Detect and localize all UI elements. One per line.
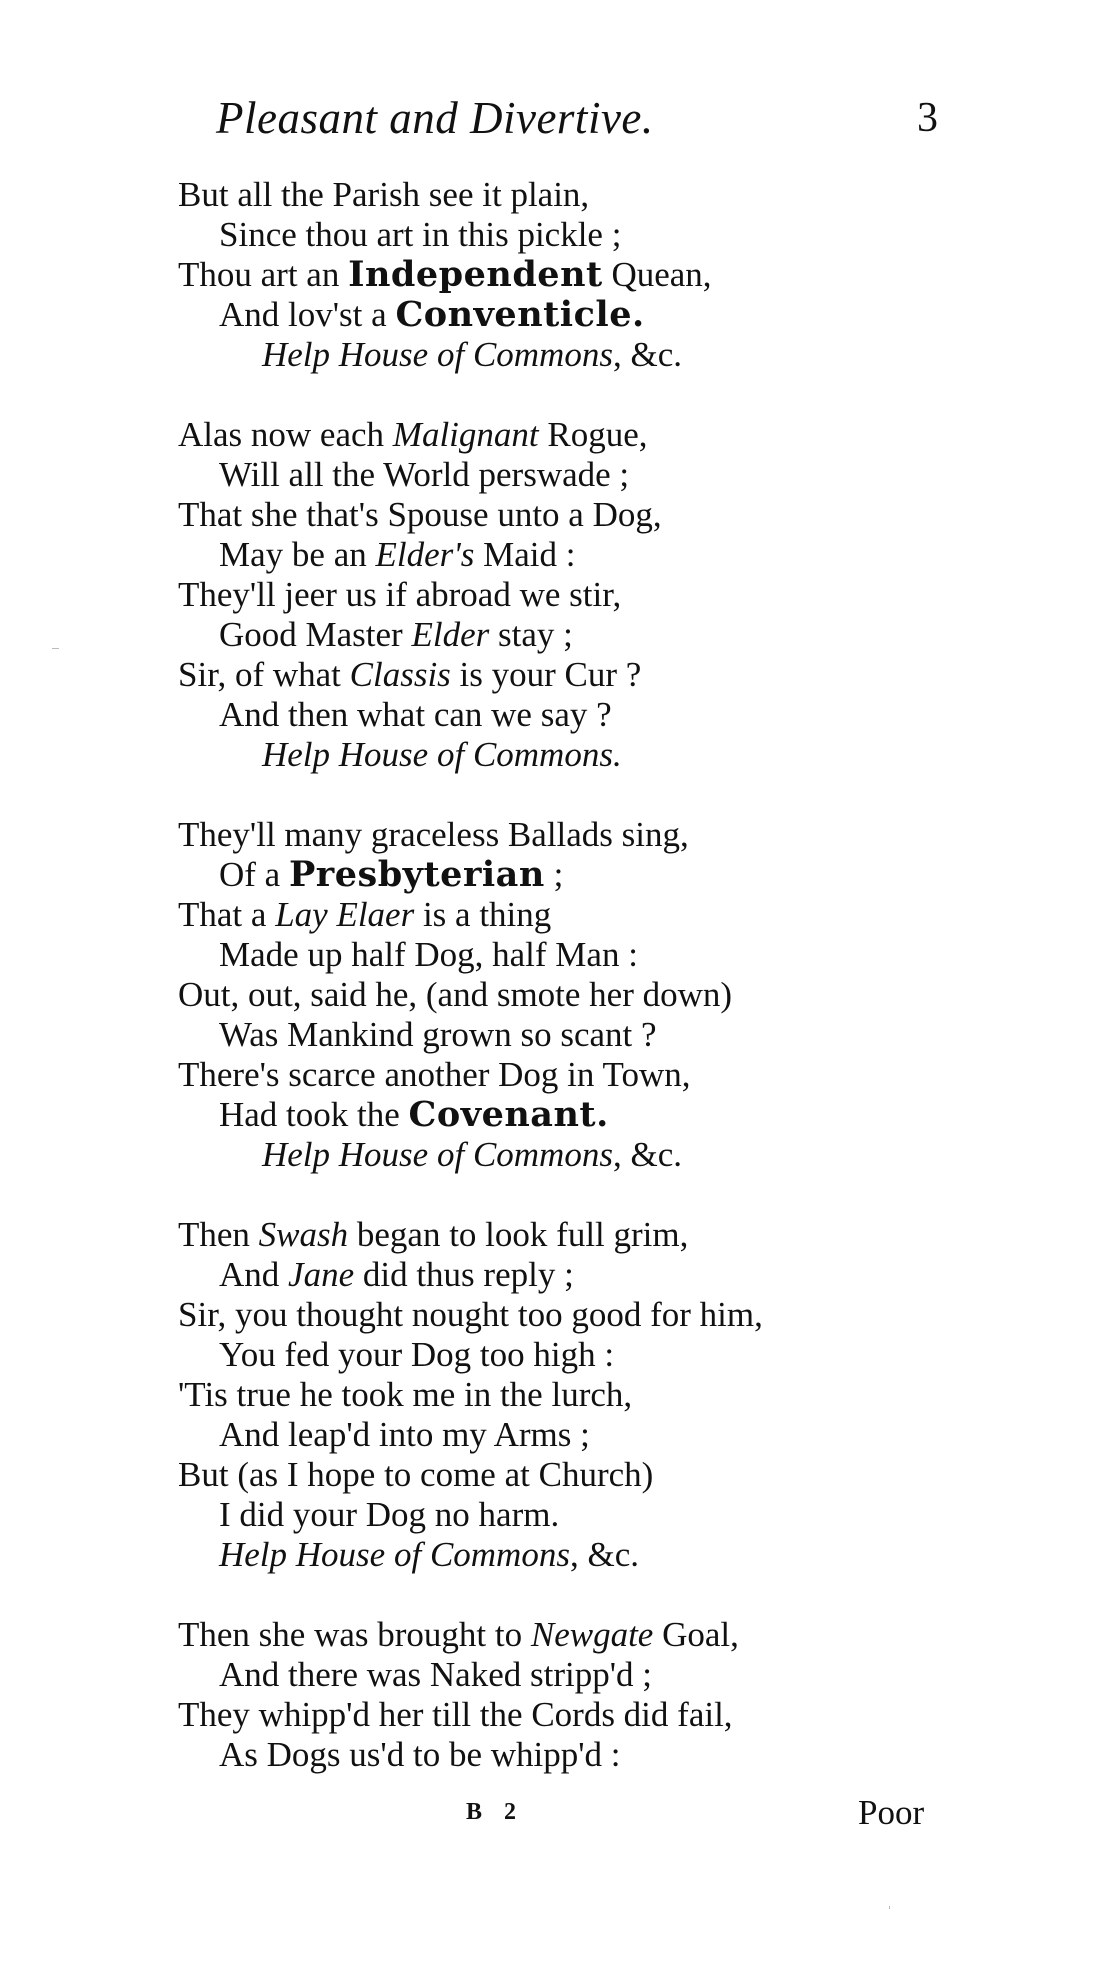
verse-text: Then she was brought to (178, 1615, 531, 1654)
verse-text: And there was Naked stripp'd ; (219, 1655, 653, 1694)
verse-text: Then (178, 1215, 259, 1254)
page-header (216, 92, 938, 142)
verse-text: And (219, 1255, 289, 1294)
verse-text: Help House of Commons (262, 335, 613, 374)
verse-line (178, 1415, 978, 1455)
verse-line (178, 1455, 978, 1495)
verse-text: Thou art an (178, 255, 349, 294)
scan-speck (889, 1906, 890, 1909)
verse-text: Of a (219, 855, 289, 894)
verse-text: 'Tis true he took me in the lurch, (178, 1375, 633, 1414)
verse-text: I did your Dog no harm. (219, 1495, 560, 1534)
verse-line (178, 815, 978, 855)
page-number: 3 (917, 95, 938, 141)
verse-text: Newgate (530, 1615, 654, 1654)
verse-text: Elder's (375, 535, 475, 574)
verse-line (178, 1015, 978, 1055)
verse-text: And leap'd into my Arms ; (219, 1415, 590, 1454)
verse-text: And lov'st a (219, 295, 396, 334)
verse-text: , &c. (612, 335, 682, 374)
verse-text: Lay Elaer (275, 895, 415, 934)
verse-text: Rogue, (538, 415, 648, 454)
verse-line (178, 295, 978, 335)
verse-line (178, 1295, 978, 1335)
verse-text: They whipp'd her till the Cords did fail, (178, 1695, 733, 1734)
verse-line (178, 1255, 978, 1295)
verse-text: That a (178, 895, 276, 934)
verse-text: But all the Parish see it plain, (178, 175, 590, 214)
verse-line (178, 495, 978, 535)
verse-text: did thus reply ; (354, 1255, 574, 1294)
verse-text: Independent (348, 254, 603, 295)
verse-line (178, 1375, 978, 1415)
verse-line (178, 695, 978, 735)
verse-line (178, 1335, 978, 1375)
verse-text: Sir, you thought nought too good for him, (178, 1295, 763, 1334)
verse-text: is your Cur ? (450, 655, 642, 694)
verse-text: Since thou art in this pickle ; (219, 215, 622, 254)
verse-text: ; (544, 855, 564, 894)
signature-mark: B 2 (466, 1799, 525, 1825)
verse-text: Classis (349, 655, 451, 694)
verse-line (178, 855, 978, 895)
verse-text: , &c. (569, 1535, 639, 1574)
verse-text: began to look full grim, (348, 1215, 689, 1254)
stanza (178, 1215, 978, 1575)
verse-text: Good Master (219, 615, 412, 654)
verse-text: That she that's Spouse unto a Dog, (178, 495, 662, 534)
verse-text: is a thing (414, 895, 552, 934)
verse-text: And then what can we say ? (219, 695, 612, 734)
verse-line (178, 255, 978, 295)
verse-line (178, 175, 978, 215)
verse-line (178, 935, 978, 975)
verse-text: Made up half Dog, half Man : (219, 935, 638, 974)
verse-line (178, 895, 978, 935)
verse-text: Jane (288, 1255, 355, 1294)
verse-line (178, 1695, 978, 1735)
verse-line (178, 575, 978, 615)
verse-text: Help House of Commons (219, 1535, 570, 1574)
verse-line (178, 1615, 978, 1655)
verse-text: stay ; (489, 615, 573, 654)
verse-line (178, 1095, 978, 1135)
stanza (178, 415, 978, 775)
verse-line (178, 215, 978, 255)
verse-line (178, 1055, 978, 1095)
verse-line (178, 455, 978, 495)
verse-text: Malignant (392, 415, 539, 454)
verse-text: Was Mankind grown so scant ? (219, 1015, 657, 1054)
verse-text: Swash (258, 1215, 349, 1254)
verse-text: Quean, (602, 255, 712, 294)
verse-text: Had took the (219, 1095, 409, 1134)
running-head: Pleasant and Divertive. (216, 93, 654, 143)
verse-text: You fed your Dog too high : (219, 1335, 615, 1374)
verse-text: Presbyterian (288, 854, 545, 895)
page-footer (0, 1793, 1117, 1837)
verse-text: Alas now each (178, 415, 393, 454)
verse-text: They'll jeer us if abroad we stir, (178, 575, 622, 614)
verse-line (178, 975, 978, 1015)
verse-line (178, 415, 978, 455)
refrain-line (178, 1135, 978, 1175)
verse-line (178, 615, 978, 655)
stanza (178, 1615, 978, 1775)
verse-text: There's scarce another Dog in Town, (178, 1055, 691, 1094)
verse-text: As Dogs us'd to be whipp'd : (219, 1735, 621, 1774)
verse-line (178, 1495, 978, 1535)
verse-line (178, 1735, 978, 1775)
stanza (178, 175, 978, 375)
verse-text: Goal, (653, 1615, 739, 1654)
verse-text: They'll many graceless Ballads sing, (178, 815, 689, 854)
verse-text: Maid : (474, 535, 576, 574)
verse-text: Out, out, said he, (and smote her down) (178, 975, 733, 1014)
verse-line (178, 1655, 978, 1695)
verse-text: May be an (219, 535, 376, 574)
verse-line (178, 535, 978, 575)
refrain-line (178, 335, 978, 375)
scan-speck (52, 648, 59, 649)
catchword: Poor (858, 1793, 925, 1832)
verse-line (178, 655, 978, 695)
verse-line (178, 1215, 978, 1255)
poem-body (178, 175, 978, 1815)
verse-text: , &c. (612, 1135, 682, 1174)
stanza (178, 815, 978, 1175)
verse-text: Help House of Commons. (262, 735, 622, 774)
verse-text: Covenant. (408, 1094, 609, 1135)
verse-text: Help House of Commons (262, 1135, 613, 1174)
verse-text: Will all the World perswade ; (219, 455, 630, 494)
verse-text: Sir, of what (178, 655, 350, 694)
refrain-line (178, 735, 978, 775)
refrain-line (178, 1535, 978, 1575)
verse-text: Elder (411, 615, 490, 654)
verse-text: But (as I hope to come at Church) (178, 1455, 654, 1494)
verse-text: Conventicle. (395, 294, 645, 335)
